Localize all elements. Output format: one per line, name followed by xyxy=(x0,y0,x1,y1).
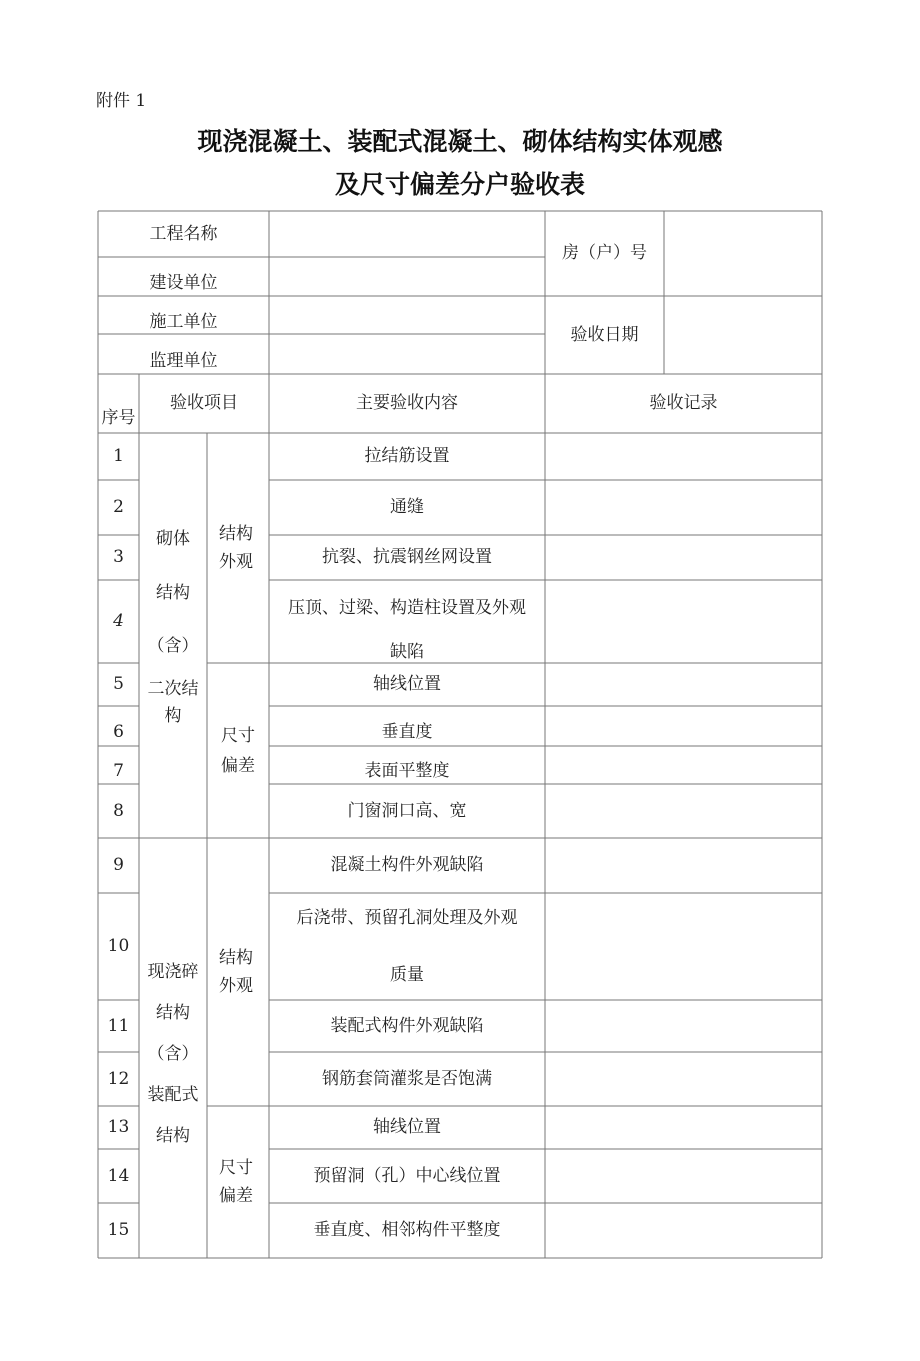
row-content: 抗裂、抗震钢丝网设置 xyxy=(322,547,492,567)
subgroup-appearance-masonry: 结构 外观 xyxy=(219,524,253,572)
attachment-label: 附件 1 xyxy=(96,91,147,111)
row-content: 钢筋套筒灌浆是否饱满 xyxy=(322,1068,492,1089)
row-seq: 3 xyxy=(113,547,124,567)
col-header-content: 主要验收内容 xyxy=(356,393,458,413)
row-seq: 10 xyxy=(107,936,130,956)
row-content: 拉结筋设置 xyxy=(364,446,450,466)
form-title-line1: 现浇混凝土、装配式混凝土、砌体结构实体观感 xyxy=(197,127,723,156)
row-content: 轴线位置 xyxy=(373,1117,441,1137)
row-seq: 1 xyxy=(113,446,124,466)
group-label-concrete: 现浇碎 结构 （含） 装配式 结构 xyxy=(147,962,199,1146)
col-header-record: 验收记录 xyxy=(649,393,718,413)
col-header-seq: 序号 xyxy=(101,408,136,428)
form-title-line2: 及尺寸偏差分户验收表 xyxy=(334,170,585,199)
row-content: 门窗洞口高、宽 xyxy=(347,800,467,821)
row-content: 预留洞（孔）中心线位置 xyxy=(313,1165,501,1186)
row-content: 装配式构件外观缺陷 xyxy=(330,1015,484,1036)
row-content-cont: 缺陷 xyxy=(390,641,424,662)
contractor-label: 施工单位 xyxy=(149,311,218,332)
row-seq: 5 xyxy=(113,674,124,694)
row-seq: 15 xyxy=(107,1220,130,1240)
row-seq: 2 xyxy=(113,497,124,517)
row-content: 轴线位置 xyxy=(373,674,441,694)
row-content: 混凝土构件外观缺陷 xyxy=(330,855,484,875)
builder-label: 建设单位 xyxy=(149,273,218,293)
row-seq: 7 xyxy=(113,760,124,781)
supervisor-label: 监理单位 xyxy=(149,350,218,371)
subgroup-deviation-masonry: 尺寸 偏差 xyxy=(221,725,255,776)
row-seq: 11 xyxy=(107,1015,130,1036)
row-content: 垂直度、相邻构件平整度 xyxy=(313,1220,501,1240)
row-seq: 6 xyxy=(113,721,124,742)
row-seq: 8 xyxy=(113,800,124,821)
row-content: 垂直度 xyxy=(381,721,433,742)
subgroup-deviation-concrete: 尺寸 偏差 xyxy=(219,1158,253,1206)
room-number-label: 房（户）号 xyxy=(562,243,647,263)
row-content: 通缝 xyxy=(390,497,424,517)
row-content: 压顶、过梁、构造柱设置及外观 xyxy=(288,597,526,618)
group-label-masonry: 砌体 结构 （含） 二次结 构 xyxy=(147,529,199,726)
row-seq: 4 xyxy=(113,611,124,631)
col-header-item: 验收项目 xyxy=(170,393,238,413)
row-seq: 13 xyxy=(107,1117,130,1137)
row-seq: 14 xyxy=(107,1165,130,1186)
row-seq: 12 xyxy=(107,1068,130,1089)
row-content: 后浇带、预留孔洞处理及外观 xyxy=(296,907,518,928)
project-name-label: 工程名称 xyxy=(149,223,218,244)
row-content-cont: 质量 xyxy=(390,964,424,985)
acceptance-date-label: 验收日期 xyxy=(570,324,639,345)
row-content: 表面平整度 xyxy=(364,760,450,781)
subgroup-appearance-concrete: 结构 外观 xyxy=(219,948,253,996)
row-seq: 9 xyxy=(113,855,124,875)
